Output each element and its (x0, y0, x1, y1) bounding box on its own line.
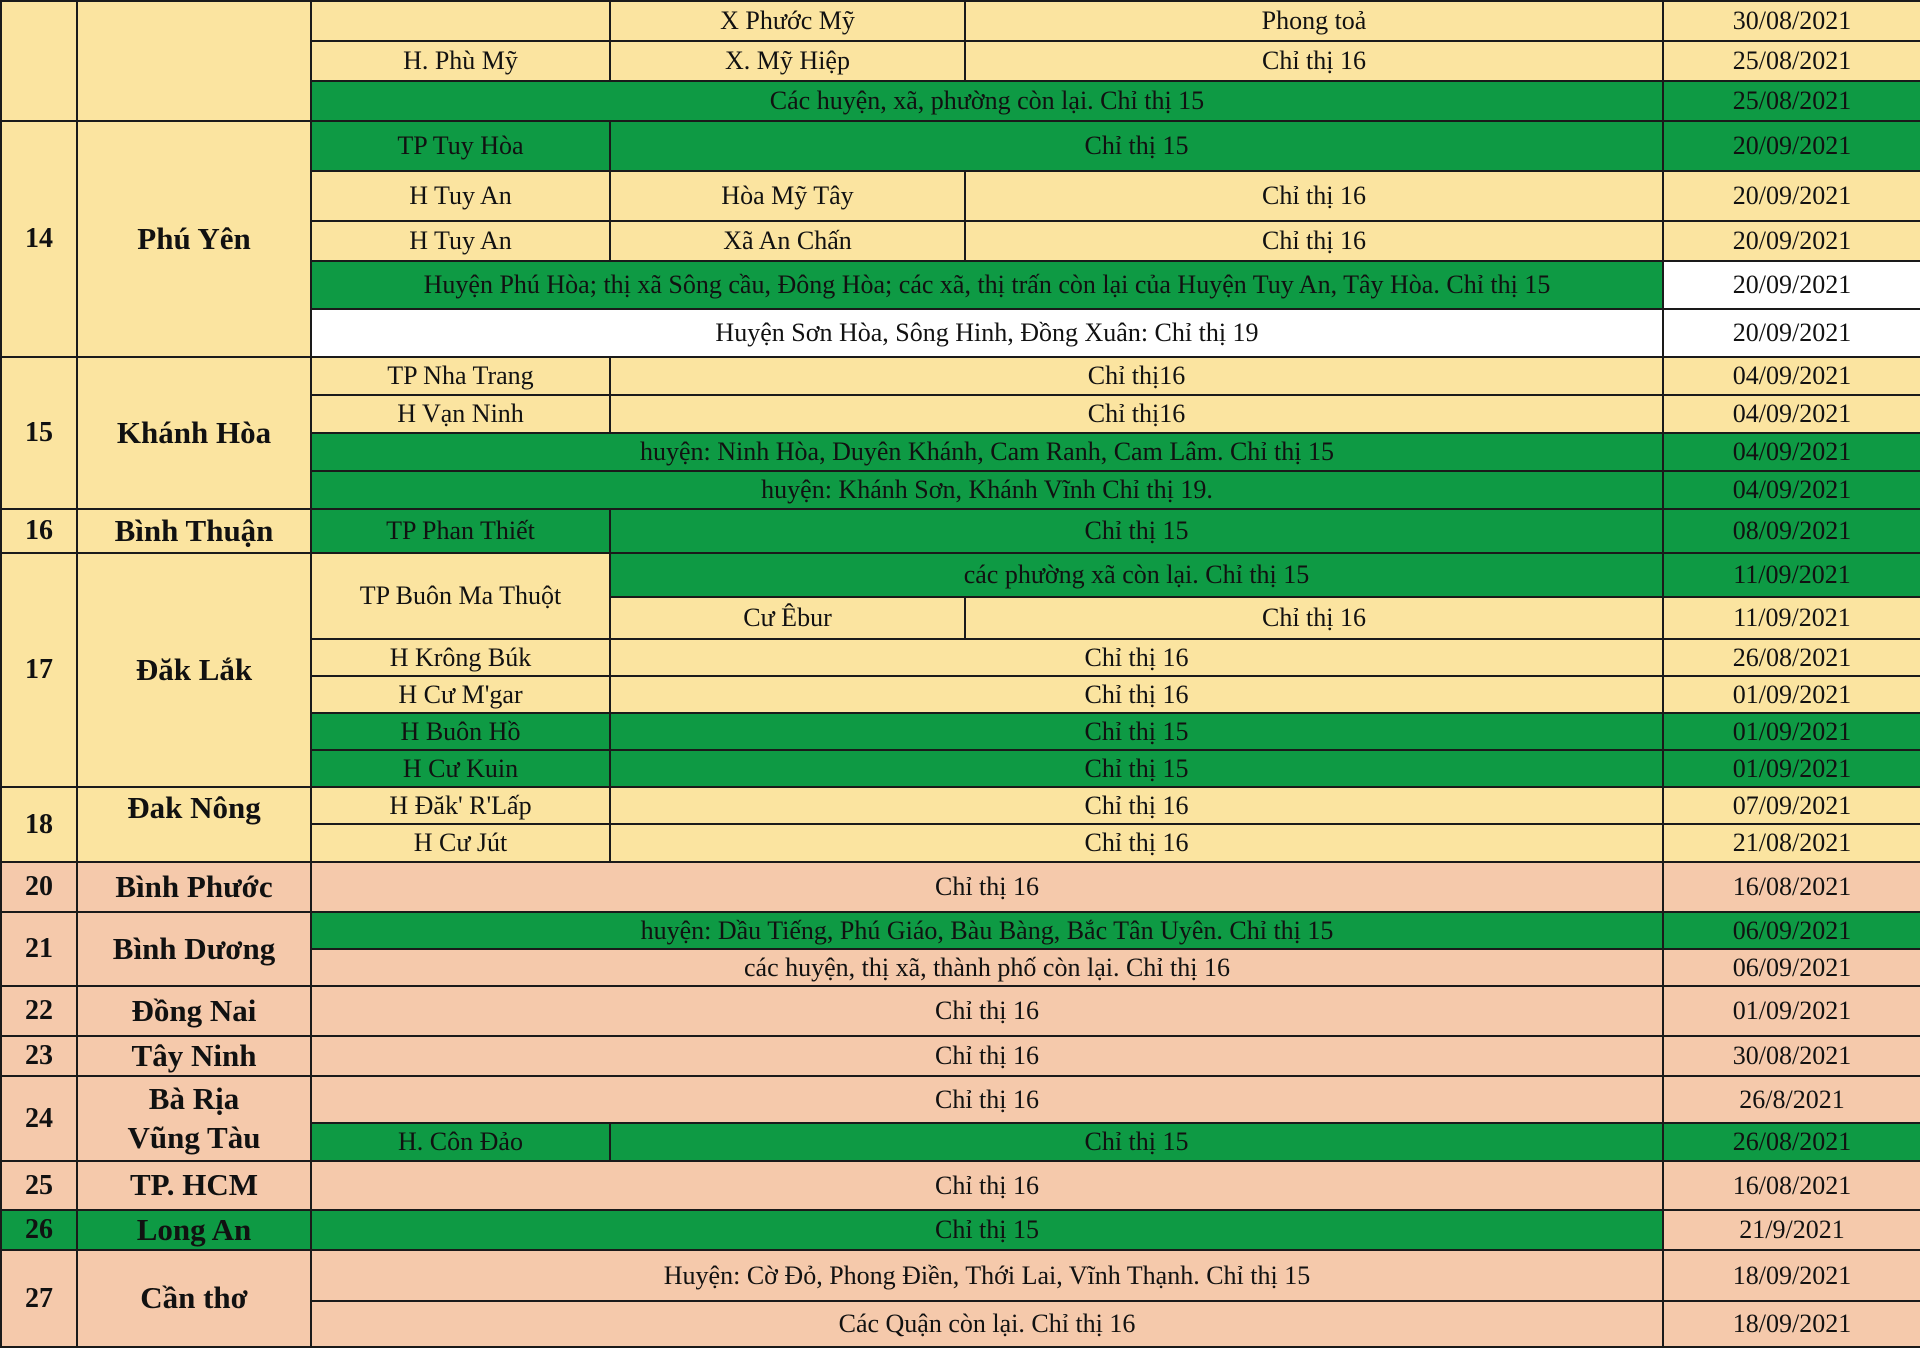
district-cell: TP Buôn Ma Thuột (311, 553, 610, 639)
date-cell: 01/09/2021 (1663, 676, 1920, 713)
district-cell: H Krông Búk (311, 639, 610, 676)
province-name: Đak Nông (77, 787, 311, 862)
date-cell: 11/09/2021 (1663, 553, 1920, 597)
measure-cell: Chỉ thị 16 (610, 639, 1663, 676)
table-row (1, 912, 1920, 949)
district-cell: H. Côn Đảo (311, 1123, 610, 1161)
province-number: 15 (1, 357, 77, 509)
area-measure-cell: Chỉ thị 16 (311, 986, 1663, 1036)
area-measure-cell: huyện: Ninh Hòa, Duyên Khánh, Cam Ranh, Cam Lâm. Chỉ thị 15 (311, 433, 1663, 471)
commune-cell: Cư Êbur (610, 597, 965, 639)
date-cell: 01/09/2021 (1663, 713, 1920, 750)
area-measure-cell: Chỉ thị 15 (311, 1210, 1663, 1250)
commune-cell: Xã An Chấn (610, 221, 965, 261)
province-name-line-1: Bà Rịa (148, 1080, 240, 1116)
province-number: 17 (1, 553, 77, 787)
district-cell: H. Phù Mỹ (311, 41, 610, 81)
province-number: 25 (1, 1161, 77, 1210)
district-cell: H Cư Kuin (311, 750, 610, 787)
area-measure-cell: huyện: Khánh Sơn, Khánh Vĩnh Chỉ thị 19. (311, 471, 1663, 509)
province-name-cell (77, 1, 311, 121)
measure-cell: Chỉ thị 16 (965, 41, 1663, 81)
date-cell: 16/08/2021 (1663, 862, 1920, 912)
province-name: Phú Yên (77, 121, 311, 357)
date-cell: 20/09/2021 (1663, 309, 1920, 357)
date-cell: 26/08/2021 (1663, 639, 1920, 676)
area-measure-cell: Chỉ thị 16 (311, 1161, 1663, 1210)
measure-cell: Chỉ thị 16 (610, 676, 1663, 713)
area-measure-cell: Huyện: Cờ Đỏ, Phong Điền, Thới Lai, Vĩnh Thạnh. Chỉ thị 15 (311, 1250, 1663, 1301)
district-cell: H Vạn Ninh (311, 395, 610, 433)
province-number: 24 (1, 1076, 77, 1161)
date-cell: 26/08/2021 (1663, 1123, 1920, 1161)
province-number: 16 (1, 509, 77, 553)
date-cell: 20/09/2021 (1663, 261, 1920, 309)
measure-cell: Chỉ thị 16 (610, 824, 1663, 862)
date-cell: 04/09/2021 (1663, 357, 1920, 395)
province-name (77, 1076, 311, 1161)
province-name: Cần thơ (77, 1250, 311, 1347)
date-cell: 18/09/2021 (1663, 1250, 1920, 1301)
province-number: 23 (1, 1036, 77, 1076)
date-cell: 25/08/2021 (1663, 81, 1920, 121)
date-cell: 01/09/2021 (1663, 750, 1920, 787)
commune-cell: X. Mỹ Hiệp (610, 41, 965, 81)
table-row (1, 1036, 1920, 1076)
date-cell: 30/08/2021 (1663, 1, 1920, 41)
measure-cell: Chỉ thị 15 (610, 713, 1663, 750)
province-number: 20 (1, 862, 77, 912)
area-measure-cell: huyện: Dầu Tiếng, Phú Giáo, Bàu Bàng, Bắc Tân Uyên. Chỉ thị 15 (311, 912, 1663, 949)
measure-cell: Chỉ thị 16 (610, 787, 1663, 824)
date-cell: 04/09/2021 (1663, 471, 1920, 509)
table-row (1, 553, 1920, 597)
province-name: Tây Ninh (77, 1036, 311, 1076)
province-name: Bình Thuận (77, 509, 311, 553)
measure-cell: Chỉ thị 16 (965, 171, 1663, 221)
province-name-line-2: Vũng Tàu (127, 1119, 261, 1155)
province-name: Khánh Hòa (77, 357, 311, 509)
measure-cell: Chỉ thị 16 (965, 597, 1663, 639)
table-row (1, 121, 1920, 171)
province-number: 27 (1, 1250, 77, 1347)
date-cell: 21/08/2021 (1663, 824, 1920, 862)
date-cell: 06/09/2021 (1663, 949, 1920, 986)
date-cell: 04/09/2021 (1663, 395, 1920, 433)
table-row (1, 986, 1920, 1036)
area-measure-cell: Chỉ thị 16 (311, 862, 1663, 912)
area-measure-cell: Các huyện, xã, phường còn lại. Chỉ thị 15 (311, 81, 1663, 121)
table-row (1, 1161, 1920, 1210)
province-number: 18 (1, 787, 77, 862)
measure-cell: Phong toả (965, 1, 1663, 41)
district-cell: TP Tuy Hòa (311, 121, 610, 171)
province-number: 21 (1, 912, 77, 986)
date-cell: 11/09/2021 (1663, 597, 1920, 639)
measure-cell: các phường xã còn lại. Chỉ thị 15 (610, 553, 1663, 597)
table-row (1, 1210, 1920, 1250)
area-measure-cell: Các Quận còn lại. Chỉ thị 16 (311, 1301, 1663, 1347)
date-cell: 25/08/2021 (1663, 41, 1920, 81)
table-row (1, 1, 1920, 41)
district-cell: H Cư Jút (311, 824, 610, 862)
province-name: Đồng Nai (77, 986, 311, 1036)
table-row (1, 1250, 1920, 1301)
province-name: Bình Dương (77, 912, 311, 986)
district-cell: H Cư M'gar (311, 676, 610, 713)
table-row (1, 357, 1920, 395)
area-measure-cell: Chỉ thị 16 (311, 1076, 1663, 1123)
province-number: 22 (1, 986, 77, 1036)
district-cell: TP Phan Thiết (311, 509, 610, 553)
province-number: 26 (1, 1210, 77, 1250)
province-name: Bình Phước (77, 862, 311, 912)
province-number-cell (1, 1, 77, 121)
district-cell: H Đăk' R'Lấp (311, 787, 610, 824)
date-cell: 21/9/2021 (1663, 1210, 1920, 1250)
measure-cell: Chỉ thị16 (610, 357, 1663, 395)
province-name: Đăk Lắk (77, 553, 311, 787)
district-cell: H Tuy An (311, 221, 610, 261)
table-row (1, 509, 1920, 553)
date-cell: 08/09/2021 (1663, 509, 1920, 553)
table-row (1, 862, 1920, 912)
area-measure-cell: các huyện, thị xã, thành phố còn lại. Chỉ thị 16 (311, 949, 1663, 986)
table-row (1, 1076, 1920, 1123)
area-measure-cell: Huyện Sơn Hòa, Sông Hinh, Đồng Xuân: Chỉ thị 19 (311, 309, 1663, 357)
district-cell (311, 1, 610, 41)
commune-cell: Hòa Mỹ Tây (610, 171, 965, 221)
date-cell: 20/09/2021 (1663, 121, 1920, 171)
province-number: 14 (1, 121, 77, 357)
date-cell: 01/09/2021 (1663, 986, 1920, 1036)
date-cell: 16/08/2021 (1663, 1161, 1920, 1210)
measure-cell: Chỉ thị 15 (610, 509, 1663, 553)
measure-cell: Chỉ thị 15 (610, 750, 1663, 787)
date-cell: 26/8/2021 (1663, 1076, 1920, 1123)
district-cell: H Tuy An (311, 171, 610, 221)
district-cell: H Buôn Hồ (311, 713, 610, 750)
province-name: TP. HCM (77, 1161, 311, 1210)
date-cell: 20/09/2021 (1663, 221, 1920, 261)
date-cell: 06/09/2021 (1663, 912, 1920, 949)
area-measure-cell: Chỉ thị 16 (311, 1036, 1663, 1076)
date-cell: 20/09/2021 (1663, 171, 1920, 221)
province-name: Long An (77, 1210, 311, 1250)
date-cell: 30/08/2021 (1663, 1036, 1920, 1076)
measure-cell: Chỉ thị 15 (610, 1123, 1663, 1161)
date-cell: 04/09/2021 (1663, 433, 1920, 471)
date-cell: 18/09/2021 (1663, 1301, 1920, 1347)
measure-cell: Chỉ thị 16 (965, 221, 1663, 261)
table-row (1, 787, 1920, 824)
area-measure-cell: Huyện Phú Hòa; thị xã Sông cầu, Đông Hòa; các xã, thị trấn còn lại của Huyện Tuy An, Tây Hòa. Chỉ thị 15 (311, 261, 1663, 309)
commune-cell: X Phước Mỹ (610, 1, 965, 41)
measure-cell: Chỉ thị16 (610, 395, 1663, 433)
date-cell: 07/09/2021 (1663, 787, 1920, 824)
district-cell: TP Nha Trang (311, 357, 610, 395)
measure-cell: Chỉ thị 15 (610, 121, 1663, 171)
